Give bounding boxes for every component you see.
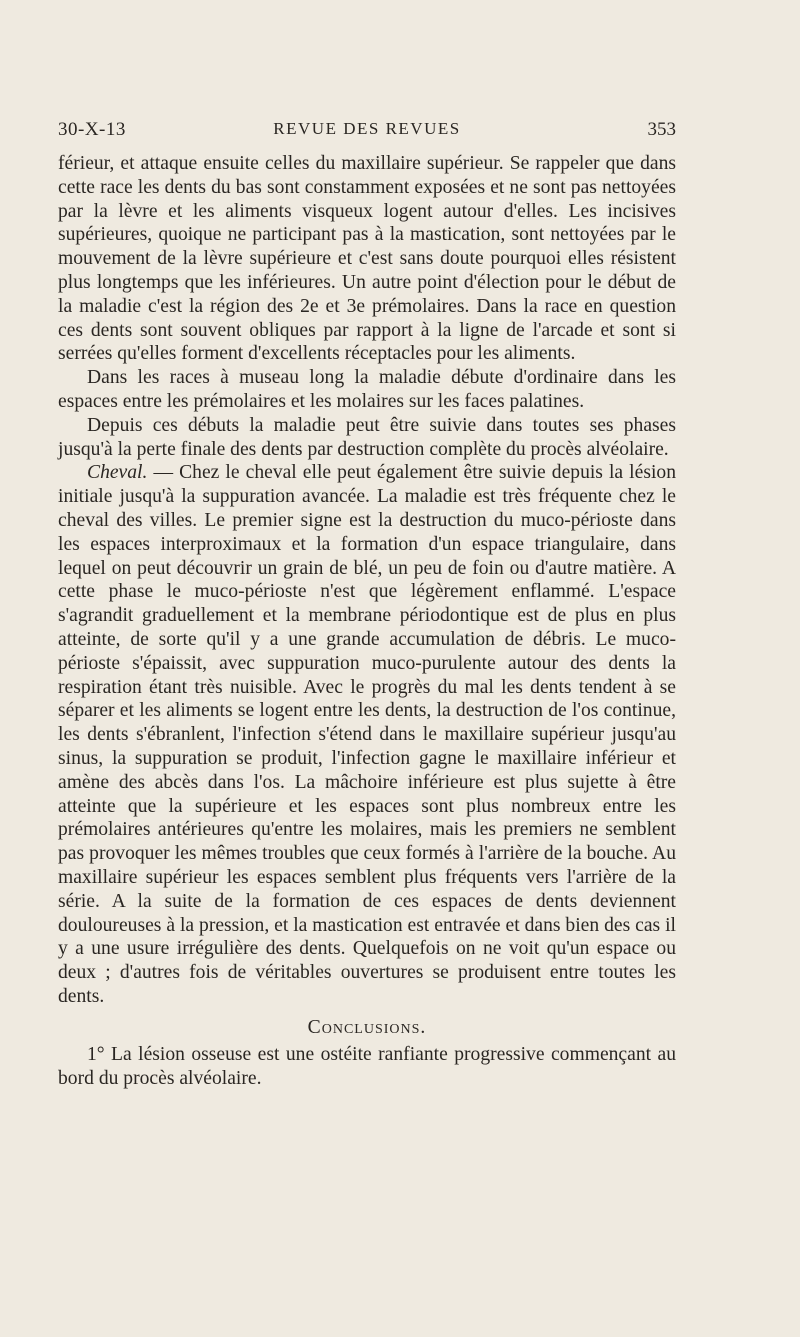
conclusion-item-1: 1° La lésion osseuse est une ostéite ranfiante progressive commençant au bord du procès alvéolaire. [58, 1044, 676, 1090]
conclusions-heading: Conclusions. [307, 1016, 427, 1038]
header-date-reference: 30-X-13 [58, 119, 126, 140]
paragraph-long-muzzle-breeds: Dans les races à museau long la maladie débute d'ordinaire dans les espaces entre les prémolaires et les molaires sur les faces palatines. [58, 367, 676, 412]
paragraph-continued: férieur, et attaque ensuite celles du maxillaire supérieur. Se rappeler que dans cette race les dents du bas sont constamment exposées et ne sont pas nettoyées par la lèvre et les aliments visqueux logent autour d'elles. Les incisives supérieures, quoique ne participant pas à la mastication, sont nettoyées par le mouvement de la lèvre supérieure et c'est sans doute pourquoi elles résistent plus longtemps que les inférieures. Un autre point d'élection pour le début de la maladie c'est la région des 2e et 3e prémolaires. Dans la race en question ces dents sont souvent obliques par rapport à la ligne de l'arcade et sont si serrées qu'elles forment d'excellents réceptacles pour les aliments. [58, 153, 676, 365]
run-in-heading-horse: Cheval. [87, 462, 148, 484]
paragraph-disease-phases: Depuis ces débuts la maladie peut être suivie dans toutes ses phases jusqu'à la perte finale des dents par destruction complète du procès alvéolaire. [58, 414, 676, 460]
paragraph-horse [58, 461, 676, 1008]
journal-title: REVUE DES REVUES [273, 119, 461, 138]
page-number: 353 [647, 119, 676, 140]
paragraph-horse-text: — Chez le cheval elle peut également être suivie depuis la lésion initiale jusqu'à la suppuration avancée. La maladie est très fréquente chez le cheval des villes. Le premier signe est la destruction du muco-périoste dans les espaces interproximaux et la formation d'un espace triangulaire, dans lequel on peut découvrir un grain de blé, un peu de foin ou d'autre matière. A cette phase le muco-périoste n'est que légèrement enflammé. L'espace s'agrandit graduellement et la membrane périodontique est de plus en plus atteinte, de sorte qu'il y a une grande accumulation de débris. Le muco-périoste s'épaissit, avec suppuration muco-purulente autour des dents la respiration étant très nuisible. Avec le progrès du mal les dents tendent à se séparer et les aliments se logent entre les dents, la destruction de l'os continue, les dents s'ébranlent, l'infection s'étend dans le maxillaire supérieur jusqu'au sinus, la suppuration se produit, l'infection gagne le maxillaire inférieur et amène des abcès dans l'os. La mâchoire inférieure est plus sujette à être atteinte que la supérieure et les espaces sont plus nombreux entre les prémolaires antérieures qu'entre les molaires, mais les premiers ne semblent pas provoquer les mêmes troubles que ceux formés à l'arrière de la bouche. Au maxillaire supérieur les espaces semblent plus fréquents vers l'arrière de la série. A la suite de la formation de ces espaces de dents deviennent douloureuses à la pression, et la mastication est entravée et dans bien des cas il y a une usure irrégulière des dents. Quelquefois on ne voit qu'un espace ou deux ; d'autres fois de véritables ouvertures se produisent entre toutes les dents. [58, 462, 676, 1007]
running-header [58, 119, 676, 147]
article-body [58, 152, 676, 1091]
